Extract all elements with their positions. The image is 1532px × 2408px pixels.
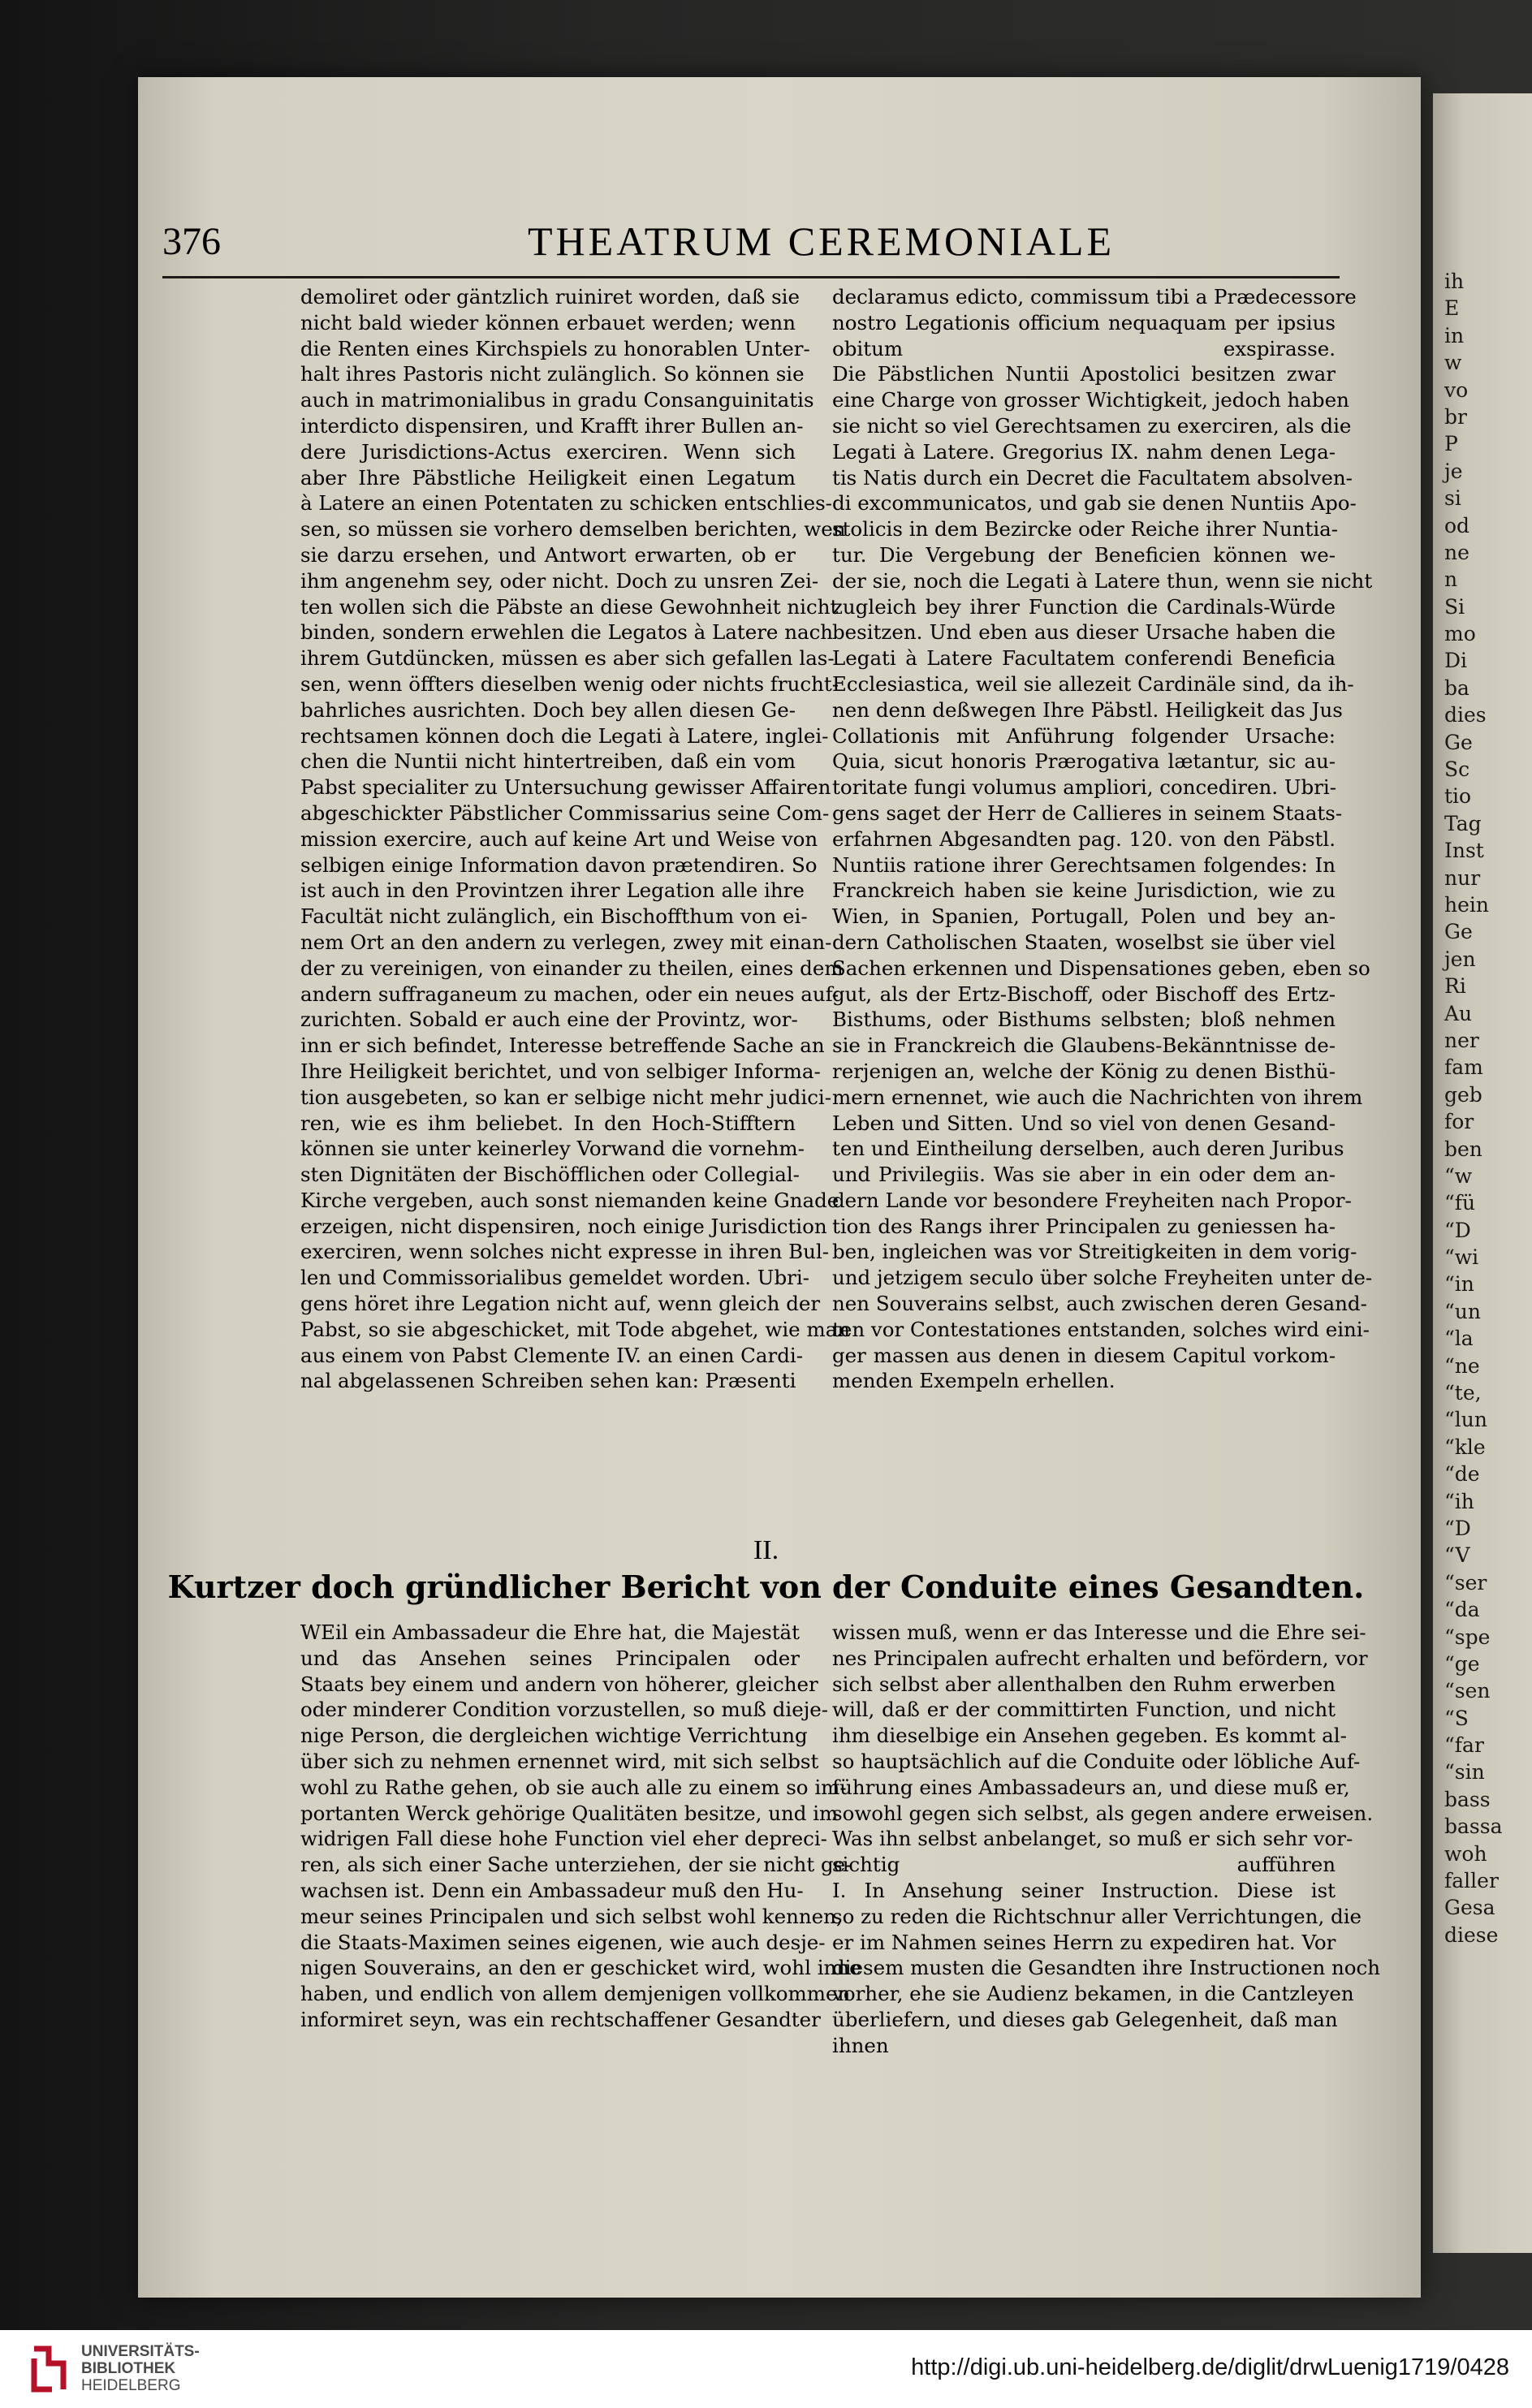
- text-column-upper-left: [300, 284, 851, 1394]
- text-line: dere Jurisdictions-Actus exerciren. Wenn sich: [300, 439, 796, 464]
- text-line: der zu vereinigen, von einander zu theilen, eines dem: [300, 956, 844, 980]
- text-line: Die Päbstlichen Nuntii Apostolici besitzen zwar: [832, 362, 1336, 386]
- margin-fragment: Gesa: [1444, 1896, 1495, 1920]
- page-number: 376: [162, 220, 221, 263]
- text-column-lower-left: [300, 1620, 861, 2033]
- margin-fragment: “sen: [1444, 1679, 1491, 1703]
- margin-fragment: for: [1444, 1110, 1474, 1134]
- text-line: erfahrnen Abgesandten pag. 120. von den Päbstl.: [832, 826, 1336, 851]
- text-line: Sachen erkennen und Dispensationes geben, eben so: [832, 956, 1370, 980]
- text-line: sie darzu ersehen, und Antwort erwarten, ob er: [300, 542, 796, 567]
- text-line: ten wollen sich die Päbste an diese Gewohnheit nicht: [300, 594, 839, 619]
- margin-fragment: Ri: [1444, 974, 1466, 999]
- text-line: meur seines Principalen und sich selbst wohl kennen,: [300, 1904, 843, 1928]
- text-line: sichtig aufführen: [832, 1853, 1336, 1877]
- text-line: WEil ein Ambassadeur die Ehre hat, die Majestät: [300, 1620, 800, 1644]
- margin-fragment: “de: [1444, 1462, 1480, 1487]
- margin-fragment: “in: [1444, 1272, 1474, 1297]
- margin-fragment: bassa: [1444, 1815, 1503, 1839]
- text-line: diesem musten die Gesandten ihre Instructionen noch: [832, 1956, 1381, 1980]
- margin-fragment: hein: [1444, 892, 1489, 917]
- text-line: exerciren, wenn solches nicht expresse in ihren Bul-: [300, 1240, 830, 1264]
- text-line: Nuntiis ratione ihrer Gerechtsamen folgendes: In: [832, 852, 1336, 877]
- text-line: demoliret oder gäntzlich ruiniret worden, daß sie: [300, 285, 801, 309]
- text-line: haben, und endlich von allem demjenigen vollkommen: [300, 1982, 851, 2006]
- margin-fragment: “te,: [1444, 1381, 1482, 1405]
- text-line: à Latere an einen Potentaten zu schicken entschlies-: [300, 491, 832, 516]
- margin-fragment: “ge: [1444, 1651, 1480, 1676]
- text-line: chen die Nuntii nicht hintertreiben, daß ein vom: [300, 749, 796, 774]
- margin-fragment: P: [1444, 432, 1458, 456]
- margin-fragment: Ge: [1444, 730, 1473, 754]
- text-line: tion ausgebeten, so kan er selbige nicht mehr judici-: [300, 1085, 832, 1109]
- text-line: ten vor Contestationes entstanden, solches wird eini-: [832, 1317, 1370, 1341]
- margin-fragment: n: [1444, 567, 1458, 592]
- margin-fragment: fam: [1444, 1055, 1483, 1080]
- text-line: ben, ingleichen was vor Streitigkeiten in dem vorig-: [832, 1240, 1357, 1264]
- text-line: nigen Souverains, an den er geschicket wird, wohl inne: [300, 1956, 861, 1980]
- text-line: Facultät nicht zulänglich, ein Bischoffthum von ei-: [300, 904, 808, 929]
- text-line: aber Ihre Päbstliche Heiligkeit einen Legatum: [300, 465, 796, 490]
- text-line: interdicto dispensiren, und Krafft ihrer Bullen an-: [300, 413, 804, 438]
- text-column-upper-right: [832, 284, 1373, 1394]
- margin-fragment: w: [1444, 351, 1462, 375]
- margin-fragment: geb: [1444, 1082, 1482, 1107]
- margin-fragment: si: [1444, 486, 1461, 511]
- margin-fragment: je: [1444, 459, 1463, 483]
- text-line: oder minderer Condition vorzustellen, so muß dieje-: [300, 1698, 829, 1722]
- margin-fragment: ner: [1444, 1028, 1479, 1052]
- text-line: sen, so müssen sie vorhero demselben berichten, wen: [300, 517, 846, 542]
- text-line: dern Lande vor besondere Freyheiten nach Propor-: [832, 1188, 1352, 1212]
- text-line: sich selbst aber allenthalben den Ruhm erwerben: [832, 1672, 1336, 1696]
- section-number: II.: [753, 1535, 779, 1565]
- text-line: gens höret ihre Legation nicht auf, wenn gleich der: [300, 1292, 821, 1316]
- text-line: zugleich bey ihrer Function die Cardinals-Würde: [832, 594, 1336, 619]
- text-line: sie nicht so viel Gerechtsamen zu exerciren, als die: [832, 413, 1352, 438]
- text-line: aus einem von Pabst Clemente IV. an einen Cardi-: [300, 1343, 804, 1367]
- margin-fragment: Au: [1444, 1001, 1473, 1025]
- text-line: declaramus edicto, commissum tibi a Prædecessore: [832, 285, 1357, 309]
- margin-fragment: “far: [1444, 1733, 1484, 1758]
- text-line: und Privilegiis. Was sie aber in ein oder dem an-: [832, 1163, 1336, 1187]
- text-line: inn er sich befindet, Interesse betreffende Sache an: [300, 1034, 825, 1058]
- margin-fragment: E: [1444, 296, 1460, 321]
- text-line: gut, als der Ertz-Bischoff, oder Bischoff des Ertz-: [832, 982, 1336, 1006]
- text-line: bahrliches ausrichten. Doch bey allen diesen Ge-: [300, 697, 796, 722]
- margin-fragment: br: [1444, 404, 1467, 429]
- text-line: selbigen einige Information davon prætendiren. So: [300, 852, 818, 877]
- margin-fragment: mo: [1444, 622, 1476, 646]
- text-line: Collationis mit Anführung folgender Ursache:: [832, 723, 1336, 748]
- text-line: nige Person, die dergleichen wichtige Verrichtung: [300, 1724, 808, 1748]
- text-line: wachsen ist. Denn ein Ambassadeur muß den Hu-: [300, 1878, 804, 1902]
- margin-fragment: “sin: [1444, 1760, 1485, 1784]
- viewer-footer: [0, 2330, 1532, 2408]
- text-line: ihrem Gutdüncken, müssen es aber sich gefallen las-: [300, 646, 835, 671]
- text-line: andern suffraganeum zu machen, oder ein neues auf-: [300, 982, 839, 1006]
- margin-fragment: “la: [1444, 1327, 1474, 1351]
- text-line: er im Nahmen seines Herrn zu expediren hat. Vor: [832, 1930, 1336, 1954]
- text-line: obitum exspirasse.: [832, 336, 1336, 360]
- text-line: ten und Eintheilung derselben, auch deren Juribus: [832, 1137, 1344, 1161]
- margin-fragment: “lun: [1444, 1408, 1487, 1432]
- text-line: wohl zu Rathe gehen, ob sie auch alle zu einem so im-: [300, 1775, 847, 1799]
- text-line: nem Ort an den andern zu verlegen, zwey mit einan-: [300, 930, 832, 954]
- text-line: nostro Legationis officium nequaquam per ipsius: [832, 310, 1336, 334]
- text-line: können sie unter keinerley Vorwand die vornehm-: [300, 1137, 805, 1161]
- text-line: Was ihn selbst anbelanget, so muß er sich sehr vor-: [832, 1827, 1353, 1851]
- text-line: widrigen Fall diese hohe Function viel eher depreci-: [300, 1827, 827, 1851]
- text-line: Bisthums, oder Bisthums selbsten; bloß nehmen: [832, 1008, 1336, 1032]
- text-line: Ihre Heiligkeit berichtet, und von selbiger Informa-: [300, 1059, 821, 1083]
- text-line: so hauptsächlich auf die Conduite oder löbliche Auf-: [832, 1749, 1361, 1773]
- margin-fragment: Tag: [1444, 811, 1482, 835]
- text-line: überliefern, und dieses gab Gelegenheit, daß man: [832, 2007, 1338, 2031]
- text-line: ihm angenehm sey, oder nicht. Doch zu unsren Zei-: [300, 568, 819, 593]
- text-line: mern ernennet, wie auch die Nachrichten von ihrem: [832, 1085, 1363, 1109]
- text-line: sie in Franckreich die Glaubens-Bekänntnisse de-: [832, 1034, 1336, 1058]
- text-line: ren, wie es ihm beliebet. In den Hoch-Stifftern: [300, 1111, 796, 1135]
- margin-fragment: Inst: [1444, 839, 1484, 863]
- facing-page-text: [1433, 93, 1532, 1948]
- text-line: der sie, noch die Legati à Latere thun, wenn sie nicht: [832, 568, 1373, 593]
- text-line: gens saget der Herr de Callieres in seinem Staats-: [832, 801, 1343, 825]
- text-line: und das Ansehen seines Principalen oder: [300, 1646, 800, 1670]
- margin-fragment: Di: [1444, 649, 1468, 673]
- margin-fragment: dies: [1444, 703, 1487, 727]
- text-line: sen, wenn öffters dieselben wenig oder nichts frucht-: [300, 671, 839, 696]
- text-line: und jetzigem seculo über solche Freyheiten unter de-: [832, 1266, 1373, 1290]
- text-line: Leben und Sitten. Und so viel von denen Gesand-: [832, 1111, 1336, 1135]
- text-line: nal abgelassenen Schreiben sehen kan: Præsenti: [300, 1369, 796, 1393]
- text-line: nen Souverains selbst, auch zwischen deren Gesand-: [832, 1292, 1367, 1316]
- margin-fragment: “D: [1444, 1516, 1471, 1540]
- text-line: I. In Ansehung seiner Instruction. Diese ist: [832, 1878, 1336, 1902]
- text-line: Wien, in Spanien, Portugall, Polen und bey an-: [832, 904, 1336, 929]
- text-line: besitzen. Und eben aus dieser Ursache haben die: [832, 620, 1336, 645]
- text-line: dern Catholischen Staaten, woselbst sie über viel: [832, 930, 1336, 954]
- margin-fragment: “da: [1444, 1598, 1480, 1622]
- text-line: informiret seyn, was ein rechtschaffener Gesandter: [300, 2007, 821, 2031]
- margin-fragment: ne: [1444, 540, 1469, 564]
- margin-fragment: “w: [1444, 1163, 1473, 1188]
- text-line: nen denn deßwegen Ihre Päbstl. Heiligkeit das Jus: [832, 697, 1343, 722]
- text-line: vorher, ehe sie Audienz bekamen, in die Cantzleyen: [832, 1982, 1354, 2006]
- text-line: rechtsamen können doch die Legati à Latere, inglei-: [300, 723, 829, 748]
- margin-fragment: ba: [1444, 675, 1469, 700]
- text-line: Pabst, so sie abgeschicket, mit Tode abgehet, wie man: [300, 1317, 851, 1341]
- text-line: tion des Rangs ihrer Principalen zu geniessen ha-: [832, 1214, 1336, 1238]
- text-line: Pabst specialiter zu Untersuchung gewisser Affairen: [300, 775, 831, 800]
- text-line: eine Charge von grosser Wichtigkeit, jedoch haben: [832, 388, 1349, 412]
- text-line: wissen muß, wenn er das Interesse und die Ehre sei-: [832, 1620, 1366, 1644]
- margin-fragment: ih: [1444, 270, 1465, 293]
- margin-fragment: “fü: [1444, 1191, 1476, 1215]
- text-line: Staats bey einem und andern von höherer, gleicher: [300, 1672, 818, 1696]
- source-url-link[interactable]: http://digi.ub.uni-heidelberg.de/diglit/drwLuenig1719/0428: [911, 2354, 1509, 2380]
- text-line: portanten Werck gehörige Qualitäten besitze, und im: [300, 1801, 839, 1825]
- margin-fragment: od: [1444, 513, 1470, 537]
- text-line: Legati à Latere. Gregorius IX. nahm denen Lega-: [832, 439, 1336, 464]
- text-line: nes Principalen aufrecht erhalten und befördern, vor: [832, 1646, 1368, 1670]
- text-line: stolicis in dem Bezircke oder Reiche ihrer Nuntia-: [832, 517, 1339, 542]
- library-logo-icon: [28, 2342, 73, 2396]
- margin-fragment: “spe: [1444, 1625, 1491, 1649]
- margin-fragment: diese: [1444, 1923, 1499, 1947]
- running-title: THEATRUM CEREMONIALE: [528, 218, 1116, 264]
- library-name: UNIVERSITÄTS- BIBLIOTHEK HEIDELBERG: [81, 2343, 200, 2394]
- text-line: sowohl gegen sich selbst, als gegen andere erweisen.: [832, 1801, 1374, 1825]
- margin-fragment: in: [1444, 323, 1465, 347]
- text-line: ren, als sich einer Sache unterziehen, der sie nicht ge-: [300, 1853, 852, 1877]
- margin-fragment: ben: [1444, 1137, 1482, 1161]
- header-rule: [162, 276, 1340, 278]
- text-line: len und Commissorialibus gemeldet worden. Ubri-: [300, 1266, 809, 1290]
- text-line: menden Exempeln erhellen.: [832, 1369, 1116, 1393]
- margin-fragment: “V: [1444, 1543, 1470, 1568]
- text-line: Franckreich haben sie keine Jurisdiction, wie zu: [832, 878, 1336, 903]
- margin-fragment: “S: [1444, 1706, 1469, 1730]
- text-line: tur. Die Vergebung der Beneficien können we-: [832, 542, 1336, 567]
- margin-fragment: Ge: [1444, 920, 1473, 944]
- text-line: di excommunicatos, und gab sie denen Nuntiis Apo-: [832, 491, 1357, 516]
- margin-fragment: “D: [1444, 1218, 1471, 1242]
- text-line: mission exercire, auch auf keine Art und Weise von: [300, 826, 818, 851]
- text-line: führung eines Ambassadeurs an, und diese muß er,: [832, 1775, 1350, 1799]
- margin-fragment: “kle: [1444, 1435, 1486, 1459]
- text-line: die Renten eines Kirchspiels zu honorablen Unter-: [300, 336, 810, 360]
- facing-page-edge: [1433, 93, 1532, 2253]
- text-line: rerjenigen an, welche der König zu denen Bisthü-: [832, 1059, 1336, 1083]
- margin-fragment: faller: [1444, 1869, 1499, 1893]
- text-line: tis Natis durch ein Decret die Facultatem absolven-: [832, 465, 1353, 490]
- text-line: Kirche vergeben, auch sonst niemanden keine Gnade: [300, 1188, 839, 1212]
- text-line: nicht bald wieder können erbauet werden; wenn: [300, 310, 796, 334]
- text-line: die Staats-Maximen seines eigenen, wie auch desje-: [300, 1930, 826, 1954]
- text-column-lower-right: [832, 1620, 1381, 2059]
- text-line: halt ihres Pastoris nicht zulänglich. So können sie: [300, 362, 805, 386]
- margin-fragment: woh: [1444, 1841, 1487, 1866]
- text-line: auch in matrimonialibus in gradu Consanguinitatis: [300, 388, 814, 412]
- text-line: Legati à Latere Facultatem conferendi Beneficia: [832, 646, 1336, 671]
- text-line: Ecclesiastica, weil sie allezeit Cardinäle sind, da ih-: [832, 671, 1354, 696]
- text-line: ihm dieselbige ein Ansehen gegeben. Es kommt al-: [832, 1724, 1347, 1748]
- text-line: ger massen aus denen in diesem Capitul vorkom-: [832, 1343, 1336, 1367]
- text-line: sten Dignitäten der Bischöfflichen oder Collegial-: [300, 1163, 800, 1187]
- margin-fragment: tio: [1444, 784, 1472, 809]
- margin-fragment: Sc: [1444, 757, 1470, 782]
- margin-fragment: Si: [1444, 594, 1465, 619]
- text-line: zurichten. Sobald er auch eine der Provintz, wor-: [300, 1008, 798, 1032]
- text-line: erzeigen, nicht dispensiren, noch einige Jurisdiction: [300, 1214, 827, 1238]
- text-line: ist auch in den Provintzen ihrer Legation alle ihre: [300, 878, 805, 903]
- text-line: Quia, sicut honoris Prærogativa lætantur, sic au-: [832, 749, 1336, 774]
- margin-fragment: “ih: [1444, 1489, 1474, 1513]
- text-line: über sich zu nehmen ernennet wird, mit sich selbst: [300, 1749, 819, 1773]
- text-line: so zu reden die Richtschnur aller Verrichtungen, die: [832, 1904, 1362, 1928]
- text-line: toritate fungi volumus ampliori, concediren. Ubri-: [832, 775, 1337, 800]
- text-line: ihnen: [832, 2033, 889, 2057]
- section-heading: Kurtzer doch gründlicher Bericht von der Conduite eines Gesandten.: [167, 1569, 1365, 1605]
- margin-fragment: bass: [1444, 1787, 1491, 1811]
- margin-fragment: jen: [1444, 947, 1476, 971]
- margin-fragment: “ser: [1444, 1570, 1487, 1595]
- text-line: abgeschickter Päbstlicher Commissarius seine Com-: [300, 801, 830, 825]
- text-line: binden, sondern erwehlen die Legatos à Latere nach: [300, 620, 834, 645]
- text-line: will, daß er der committirten Function, und nicht: [832, 1698, 1336, 1722]
- margin-fragment: vo: [1444, 378, 1469, 402]
- margin-fragment: nur: [1444, 865, 1481, 890]
- margin-fragment: “ne: [1444, 1353, 1480, 1378]
- margin-fragment: “un: [1444, 1299, 1481, 1323]
- margin-fragment: “wi: [1444, 1245, 1479, 1270]
